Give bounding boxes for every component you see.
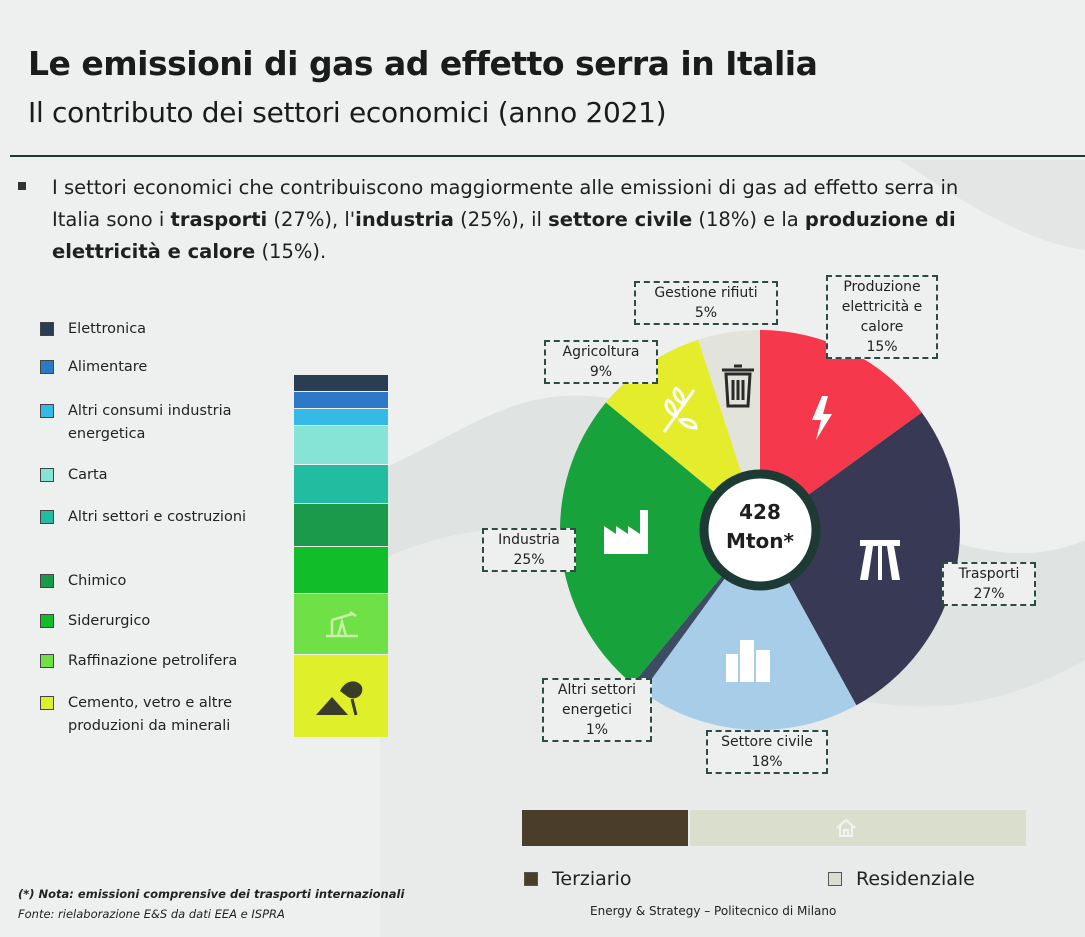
header-rule [10,155,1085,157]
callout-produzione: Produzione elettricità e calore 15% [826,275,938,359]
legend-label: Altri consumi industria energetica [68,403,232,442]
legend-swatch [40,614,54,628]
civile-residenziale-bar [690,810,1026,846]
house-icon [834,816,858,840]
legend-swatch [40,360,54,374]
legend-item [40,692,268,738]
callout-agricoltura: Agricoltura 9% [544,340,658,384]
callout-industria: Industria 25% [482,528,576,572]
bullet-marker [18,182,26,190]
legend-item [40,570,268,593]
legend-swatch [40,322,54,336]
legend-swatch [40,404,54,418]
civile-terziario-bar [522,810,688,846]
stack-segment [294,392,388,408]
legend-item [40,610,268,633]
legend-item [40,356,268,379]
legend-label: Altri settori e costruzioni [68,509,247,525]
legend-label: Siderurgico [68,613,151,629]
legend-label: Carta [68,467,108,483]
legend-label: Elettronica [68,321,147,337]
note-text: (*) Nota: emissioni comprensive dei trasporti internazionali [18,887,405,901]
description-text: I settori economici che contribuiscono maggiormente alle emissioni di gas ad effetto serra in Italia sono i trasporti (27%), l'industria (25%), il settore civile (18%) e la produzione di elettricità e calore (15%). [52,176,959,263]
legend-swatch [40,654,54,668]
donut-center-value: 428 [739,500,781,524]
legend-item [40,650,268,673]
legend-label: Cemento, vetro e altre produzioni da minerali [68,695,233,734]
cement-pile-icon [312,669,368,719]
legend-item [40,506,268,529]
stack-segment [294,547,388,593]
footnote [18,884,404,924]
legend-item [40,318,268,341]
legend-swatch [40,696,54,710]
road-icon [860,540,900,580]
callout-gestione-rifiuti: Gestione rifiuti 5% [634,281,778,325]
stack-segment [294,409,388,425]
residenziale-swatch [828,872,842,886]
legend-terziario [524,868,632,890]
legend-swatch [40,468,54,482]
legend-label: Chimico [68,573,127,589]
legend-residenziale [828,868,975,890]
callout-settore-civile: Settore civile 18% [706,730,828,774]
legend-item [40,464,268,487]
legend-residenziale-label: Residenziale [856,868,975,890]
page-title: Le emissioni di gas ad effetto serra in Italia [28,44,818,83]
legend-swatch [40,574,54,588]
callout-altri-settori: Altri settori energetici 1% [542,678,652,742]
legend-label: Raffinazione petrolifera [68,653,238,669]
legend-item [40,400,268,446]
legend-label: Alimentare [68,359,148,375]
donut-center-unit: Mton* [726,529,794,553]
stack-segment [294,465,388,503]
oil-pump-icon [322,606,362,640]
callout-trasporti: Trasporti 27% [942,562,1036,606]
legend-terziario-label: Terziario [552,868,632,890]
fonte-text: Fonte: rielaborazione E&S da dati EEA e ISPRA [18,907,285,921]
donut-center-label [700,498,820,556]
stack-segment [294,504,388,546]
legend-swatch [40,510,54,524]
page-subtitle: Il contributo dei settori economici (anno 2021) [28,96,667,129]
source-credit: Energy & Strategy – Politecnico di Milano [590,904,837,918]
stack-segment [294,375,388,391]
stack-segment [294,426,388,464]
terziario-swatch [524,872,538,886]
